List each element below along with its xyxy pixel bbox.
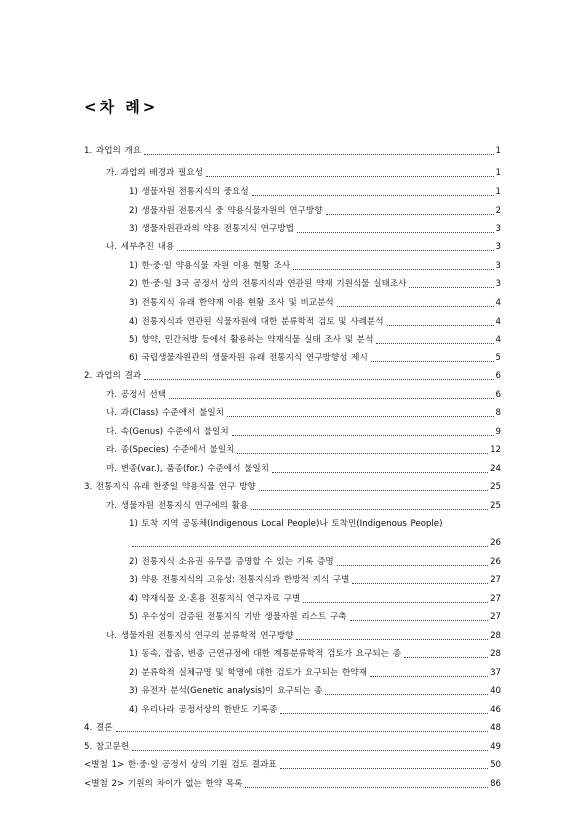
toc-entry-label: 4) 우리나라 공정서상의 한반도 기록종 [129,705,278,715]
toc-entry-page: 28 [490,649,501,659]
toc-entry-page: 12 [490,445,501,455]
toc-entry-label: 3) 전통지식 유래 한약재 이용 현황 조사 및 비교분석 [129,298,334,308]
toc-entry-label: 6) 국립생물자원관의 생물자원 유래 전통지식 연구방향성 제시 [129,353,368,363]
toc-entry-page: 27 [490,612,501,622]
toc-entry[interactable] [129,517,501,531]
toc-entry[interactable] [106,462,501,476]
toc-entry[interactable] [129,647,501,661]
leader-dots [409,286,493,288]
toc-entry[interactable] [129,592,501,606]
toc-entry[interactable] [129,185,501,199]
leader-dots [352,582,488,584]
toc-entry-page: 3 [495,224,501,234]
toc-entry[interactable] [106,443,501,457]
leader-dots [169,397,494,399]
toc-entry-label: 1) 동속, 잡종, 변종 근연규정에 대한 계통분류학적 검토가 요구되는 종 [129,649,402,659]
leader-dots [371,360,494,362]
toc-entry-page: 25 [490,482,501,492]
toc-entry[interactable] [129,222,501,236]
toc-entry[interactable] [84,480,501,494]
toc-entry-label: 4. 결론 [84,723,113,733]
toc-entry-page: 4 [495,335,501,345]
toc-entry-label: 1) 생물자원 전통지식의 중요성 [129,187,249,197]
toc-entry-page: 40 [490,686,501,696]
toc-entry-label: 2) 생물자원 전통지식 중 약용식물자원의 연구방향 [129,206,323,216]
toc-entry-label: 1) 한·중·일 약용식물 자원 이용 현황 조사 [129,261,291,271]
toc-entry-label: 가. 생물자원 전통지식 연구에의 활용 [106,501,249,511]
leader-dots [404,656,488,658]
toc-entry-label: 가. 공정서 선택 [106,390,167,400]
toc-entry[interactable] [106,166,501,180]
leader-dots [227,415,494,417]
toc-entry-label: 3) 생물자원관과의 약용 전통지식 연구방법 [129,224,294,234]
toc-entry-page: 50 [490,760,501,770]
toc-entry-label: 4) 약재식물 오·혼용 전통지식 연구자료 구별 [129,594,301,604]
leader-dots [337,305,494,307]
leader-dots [259,489,488,491]
leader-dots [116,730,489,732]
toc-entry-label: 가. 과업의 배경과 필요성 [106,168,203,178]
leader-dots [325,693,488,695]
toc-entry-label: 마. 변종(var.), 품종(for.) 수준에서 불일치 [106,464,270,474]
toc-entry-page: 6 [495,371,501,381]
leader-dots [144,153,493,155]
toc-entry[interactable] [84,758,501,772]
toc-entry[interactable] [129,351,501,365]
toc-entry-label: 3. 전통지식 유래 한중일 약용식물 연구 방향 [84,482,256,492]
leader-dots [206,175,494,177]
toc-entry-continuation[interactable] [129,536,501,550]
leader-dots [272,471,488,473]
toc-entry-label: 1) 토착 지역 공동체(Indigenous Local People)나 토착민(Indigenous People) [129,519,443,529]
toc-entry-page: 4 [495,317,501,327]
toc-entry-label: 2) 분류학적 실체규명 및 학명에 대한 검토가 요구되는 한약재 [129,668,367,678]
toc-entry[interactable] [106,425,501,439]
leader-dots [370,675,488,677]
toc-entry[interactable] [106,406,501,420]
toc-entry-label: 5) 향약, 민간처방 등에서 활용하는 약재식물 실태 조사 및 분석 [129,335,374,345]
toc-entry-page: 9 [495,427,501,437]
toc-entry[interactable] [129,703,501,717]
leader-dots [252,194,494,196]
toc-entry-page: 26 [490,557,501,567]
toc-entry-page: 2 [495,206,501,216]
leader-dots [144,378,493,380]
toc-entry[interactable] [106,240,501,254]
toc-entry[interactable] [84,740,501,754]
leader-dots [280,712,488,714]
toc-entry[interactable] [106,388,501,402]
toc-entry-page: 37 [490,668,501,678]
toc-entry[interactable] [106,499,501,513]
toc-entry-page: 27 [490,575,501,585]
toc-entry-label: 4) 전통지식과 연관된 식물자원에 대한 분류학적 검토 및 사례분석 [129,317,384,327]
toc-entry-label: 다. 속(Genus) 수준에서 불일치 [106,427,229,437]
leader-dots [337,564,488,566]
toc-entry-page: 26 [490,538,501,548]
toc-entry[interactable] [129,555,501,569]
leader-dots [251,508,488,510]
toc-entry-label: 3) 약용 전통지식의 고유성: 전통지식과 한방적 지식 구별 [129,575,350,585]
toc-entry-page: 3 [495,261,501,271]
toc-entry-label: 2. 과업의 결과 [84,371,142,381]
toc-entry-label: 3) 유전자 분석(Genetic analysis)이 요구되는 종 [129,686,323,696]
toc-entry[interactable] [129,315,501,329]
toc-entry[interactable] [84,777,501,791]
toc-entry-label: <별첨 2> 기원의 차이가 없는 한약 목록 [84,779,243,789]
toc-entry[interactable] [129,259,501,273]
leader-dots [387,324,494,326]
toc-entry[interactable] [129,333,501,347]
toc-entry-label: 나. 세부추진 내용 [106,242,175,252]
toc-entry-page: 27 [490,594,501,604]
toc-entry-label: 5. 참고문헌 [84,742,130,752]
leader-dots [296,638,488,640]
toc-entry-label: 5) 우수성이 검증된 전통지식 기반 생물자원 리스트 구축 [129,612,347,622]
toc-entry-page: 48 [490,723,501,733]
leader-dots [350,619,488,621]
toc-entry-page: 3 [495,279,501,289]
toc-entry-page: 1 [495,187,501,197]
toc-entry[interactable] [84,144,501,158]
toc-entry-page: 24 [490,464,501,474]
leader-dots [232,434,494,436]
toc-entry-label: 1. 과업의 개요 [84,146,142,156]
toc-title: <차 례> [84,98,159,116]
toc-entry[interactable] [129,296,501,310]
toc-entry-label: 2) 한·중·일 3국 공정서 상의 전통지식과 연관된 약재 기원식물 실태조사 [129,279,407,289]
toc-entry[interactable] [129,204,501,218]
toc-entry[interactable] [129,610,501,624]
toc-entry[interactable] [106,629,501,643]
toc-entry[interactable] [129,277,501,291]
toc-entry-label: 나. 과(Class) 수준에서 불일치 [106,408,224,418]
leader-dots [303,601,488,603]
toc-entry[interactable] [129,666,501,680]
toc-entry-label: 나. 생물자원 전통지식 연구의 분류학적 연구방향 [106,631,294,641]
leader-dots [326,213,494,215]
toc-entry-label: <별첨 1> 한·중·일 공정서 상의 기원 검토 결과표 [84,760,277,770]
leader-dots [280,767,488,769]
toc-entry-page: 3 [495,242,501,252]
leader-dots [177,249,493,251]
toc-entry[interactable] [84,369,501,383]
toc-entry-page: 49 [490,742,501,752]
leader-dots [293,268,493,270]
toc-entry-page: 25 [490,501,501,511]
toc-entry-page: 1 [495,146,501,156]
toc-entry[interactable] [84,721,501,735]
toc-entry-page: 86 [490,779,501,789]
toc-entry-page: 46 [490,705,501,715]
toc-entry-page: 6 [495,390,501,400]
toc-entry[interactable] [129,573,501,587]
toc-entry-label: 2) 전통지식 소유권 유무를 증명할 수 있는 기록 증명 [129,557,334,567]
toc-entry-page: 1 [495,168,501,178]
leader-dots [132,749,488,751]
toc-entry-page: 5 [495,353,501,363]
toc-entry-label: 라. 종(Species) 수준에서 불일치 [106,445,235,455]
toc-entry-page: 28 [490,631,501,641]
toc-entry-page: 4 [495,298,501,308]
leader-dots [132,545,488,547]
leader-dots [245,786,488,788]
leader-dots [237,452,488,454]
toc-entry-page: 8 [495,408,501,418]
toc-entry[interactable] [129,684,501,698]
leader-dots [297,231,494,233]
leader-dots [376,342,493,344]
